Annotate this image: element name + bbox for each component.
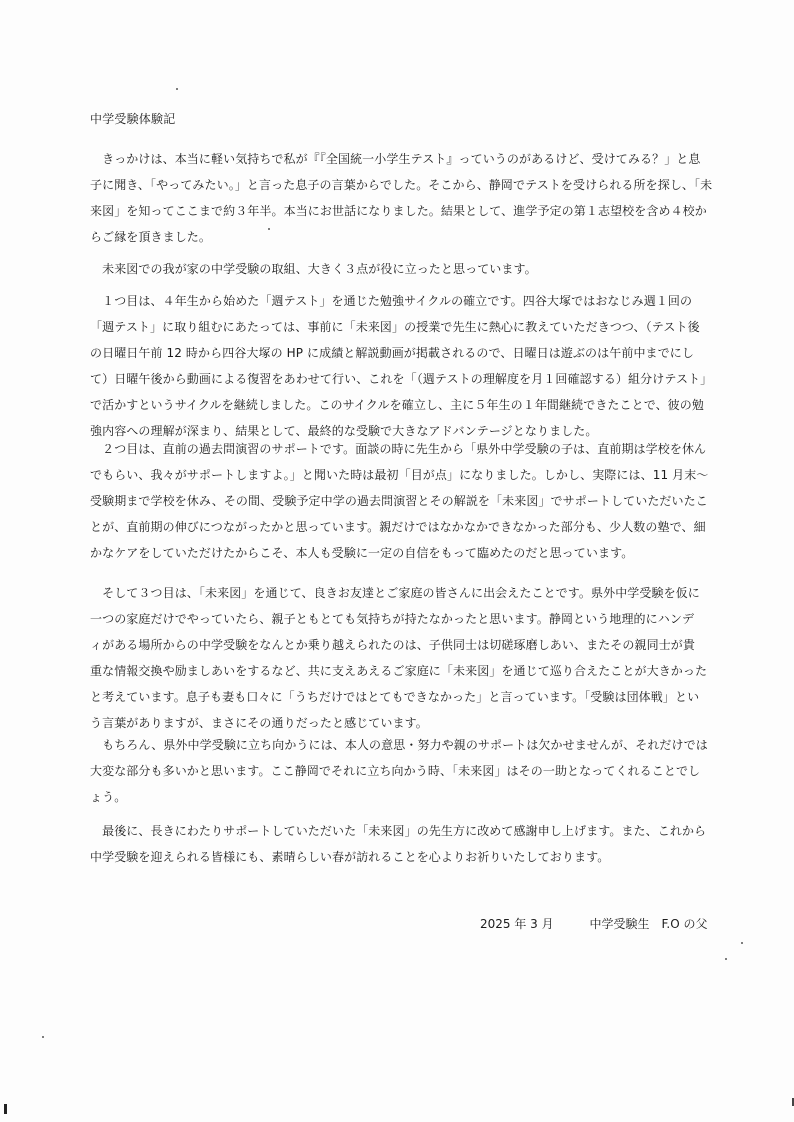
paragraph-point-one [90, 288, 713, 444]
paragraph-line: 大変な部分も多いかと思います。ここ静岡でそれに立ち向かう時、「未来図」はその一助となってくれることでし [90, 764, 701, 778]
paragraph-reflection [90, 732, 708, 810]
paragraph-line: とが、直前期の伸びにつながったかと思っています。親だけではなかなかできなかった部分も、少人数の塾で、細 [90, 520, 706, 534]
paragraph-point-three [90, 580, 708, 736]
paragraph-line: １つ目は、４年生から始めた「週テスト」を通じた勉強サイクルの確立です。四谷大塚ではおなじみ週１回の [90, 294, 693, 308]
signature-signer: 中学受験生 F.O の父 [589, 917, 708, 931]
paragraph-closing [90, 818, 707, 870]
paragraph-line: そして３つ目は、「未来図」を通じて、良きお友達とご家庭の皆さんに出会えたことです。県外中学受験を仮に [90, 586, 700, 600]
paragraph-line: でもらい、我々がサポートしますよ。」と聞いた時は最初「目が点」になりました。しかし、実際には、11 月末～ [90, 468, 709, 482]
paragraph-line: 一つの家庭だけでやっていたら、親子ともとても気持ちが持たなかったと思います。静岡という地理的にハンデ [90, 612, 695, 626]
paragraph-line: う言葉がありますが、まさにその通りだったと感じています。 [90, 716, 428, 730]
paragraph-line: かなケアをしていただけたからこそ、本人も受験に一定の自信をもって臨めたのだと思っています。 [90, 546, 634, 560]
paragraph-line: 中学受験を迎えられる皆様にも、素晴らしい春が訪れることを心よりお祈りいたしております。 [90, 850, 610, 864]
paragraph-line: もちろん、県外中学受験に立ち向かうには、本人の意思・努力や親のサポートは欠かせませんが、それだけでは [90, 738, 708, 752]
signature-block [480, 916, 708, 932]
paragraph-line: 最後に、長きにわたりサポートしていただいた「未来図」の先生方に改めて感謝申し上げます。また、これから [90, 824, 707, 838]
scan-speck [4, 1104, 7, 1114]
signature-date: 2025 年 3 月 [480, 917, 554, 931]
paragraph-line: ょう。 [90, 790, 127, 804]
paragraph-line: 「週テスト」に取り組むにあたっては、事前に「未来図」の授業で先生に熱心に教えていただきつつ、（テスト後 [90, 320, 700, 334]
scan-speck [42, 1036, 44, 1038]
paragraph-line: 来図」を知ってここまで約３年半。本当にお世話になりました。結果として、進学予定の第１志望校を含め４校か [90, 204, 707, 218]
scan-speck [725, 958, 727, 960]
scan-speck [176, 88, 178, 90]
paragraph-line: と考えています。息子も妻も口々に「うちだけではとてもできなかった」と言っています。「受験は団体戦」とい [90, 690, 700, 704]
paragraph-summary [90, 256, 698, 282]
paragraph-line: らご縁を頂きました。 [90, 230, 212, 244]
paragraph-line: 受験期まで学校を休み、その間、受験予定中学の過去問演習とその解説を「未来図」でサポートしていただいたこ [90, 494, 708, 508]
paragraph-line: 重な情報交換や励ましあいをするなど、共に支えあえるご家庭に「未来図」を通じて巡り合えたことが大きかった [90, 664, 708, 678]
paragraph-line: 未来図での我が家の中学受験の取組、大きく３点が役に立ったと思っています。 [90, 262, 537, 276]
paragraph-line: ィがある場所からの中学受験をなんとか乗り越えられたのは、子供同士は切磋琢磨しあい、またその親同士が貴 [90, 638, 696, 652]
paragraph-point-two [90, 436, 709, 566]
scan-speck [268, 228, 270, 230]
paragraph-line: ２つ目は、直前の過去問演習のサポートです。面談の時に先生から「県外中学受験の子は、直前期は学校を休ん [90, 442, 707, 456]
paragraph-line: 強内容への理解が深まり、結果として、最終的な受験で大きなアドバンテージとなりました。 [90, 424, 598, 438]
paragraph-line: 子に聞き、「やってみたい。」と言った息子の言葉からでした。そこから、静岡でテストを受けられる所を探し、「未 [90, 178, 713, 192]
paragraph-introduction [90, 146, 713, 250]
document-title: 中学受験体験記 [90, 112, 176, 126]
scan-speck [741, 942, 743, 944]
paragraph-line: の日曜日午前 12 時から四谷大塚の HP に成績と解説動画が掲載されるので、日曜日は遊ぶのは午前中までにし [90, 346, 694, 360]
paragraph-line: て）日曜午後から動画による復習をあわせて行い、これを「（週テストの理解度を月１回確認する）組分けテスト」 [90, 372, 713, 386]
paragraph-line: きっかけは、本当に軽い気持ちで私が『『全国統一小学生テスト』っていうのがあるけど、受けてみる？」と息 [90, 152, 701, 166]
paragraph-line: で活かすというサイクルを継続しました。このサイクルを確立し、主に５年生の１年間継続できたことで、彼の勉 [90, 398, 704, 412]
